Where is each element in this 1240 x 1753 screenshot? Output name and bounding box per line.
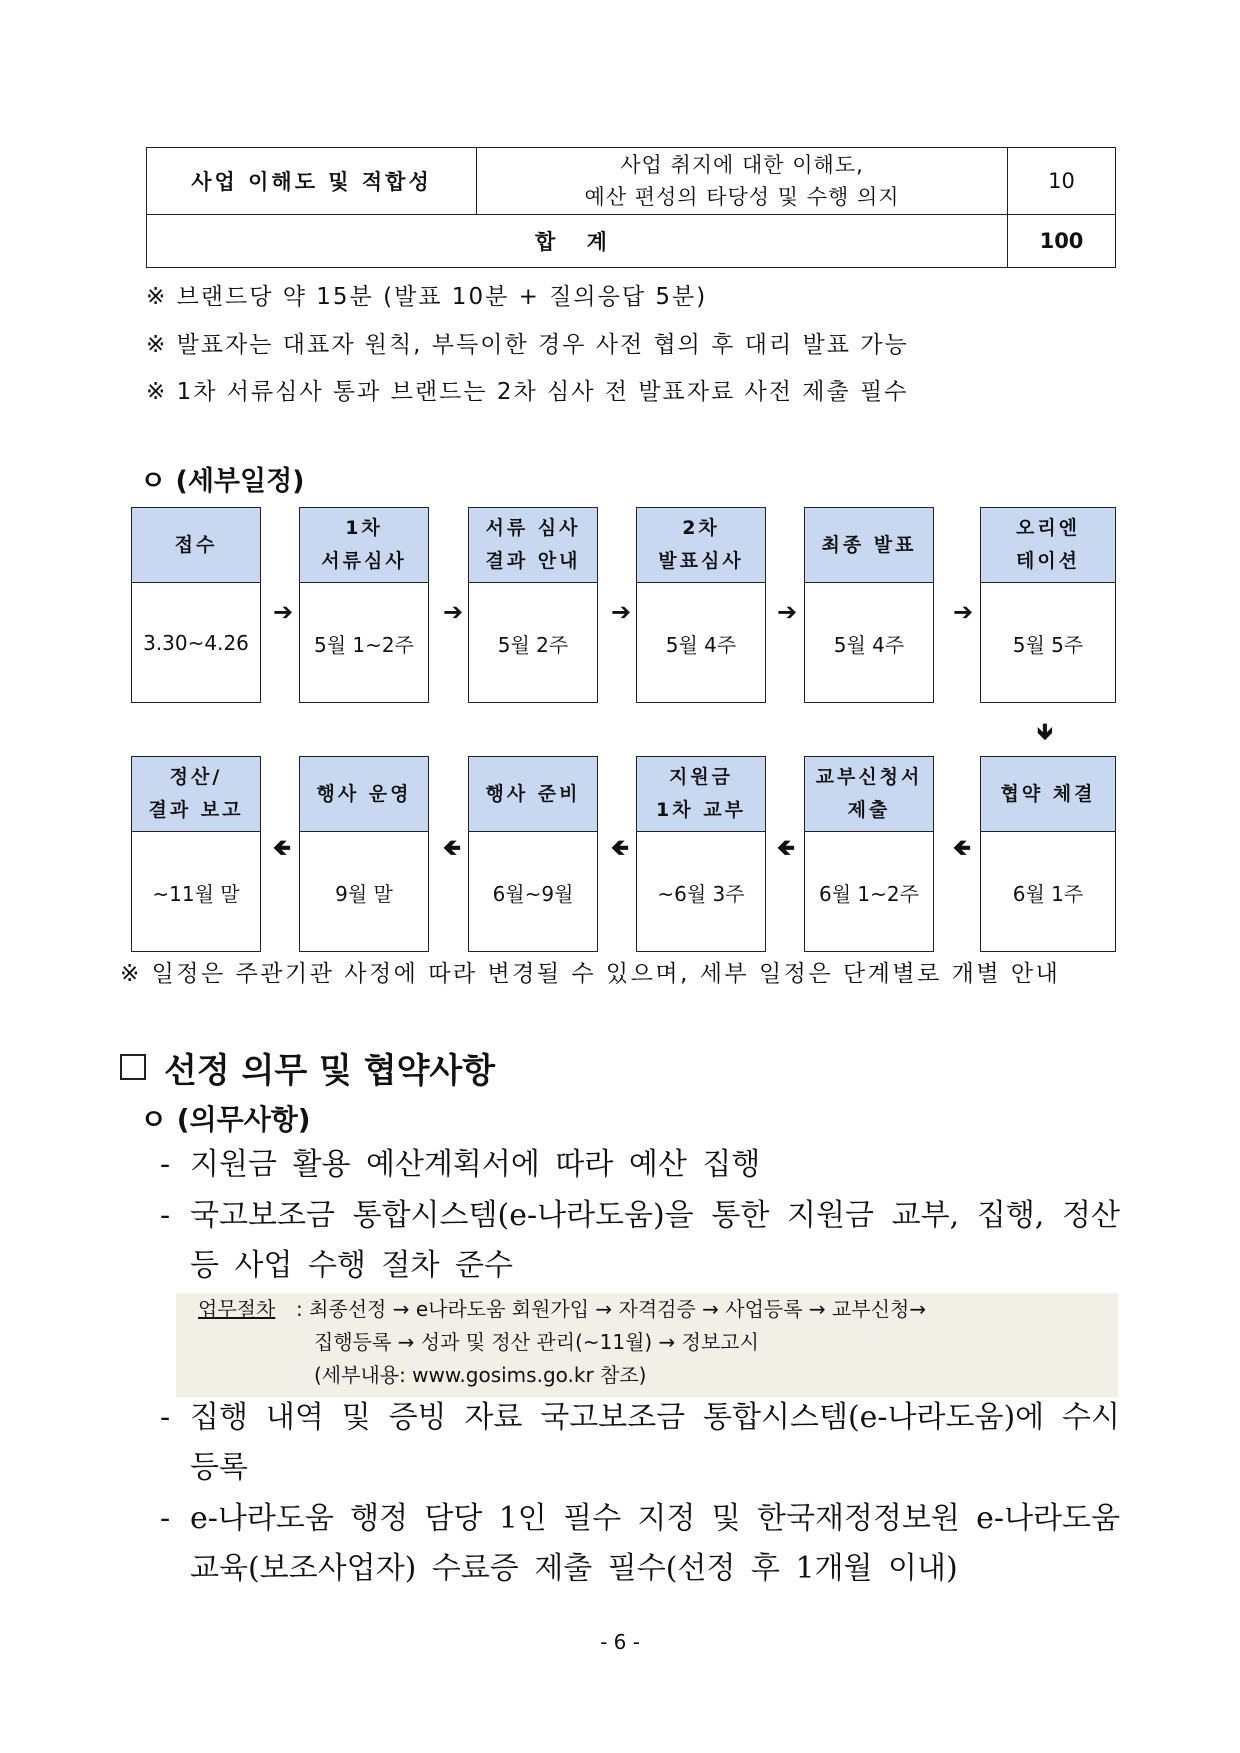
- step-title: [469, 757, 597, 832]
- score-table: [146, 147, 1116, 268]
- bullet-dash: -: [160, 1400, 171, 1435]
- step-title-line: 테이션: [1015, 550, 1081, 572]
- step-title: [132, 508, 260, 583]
- step-date: 5월 4주: [665, 632, 737, 657]
- arrow-right-icon: ➔: [953, 598, 974, 626]
- bullet-dash: -: [160, 1147, 171, 1182]
- step-title: [469, 508, 597, 583]
- list-item-text: 집행 내역 및 증빙 자료 국고보조금 통합시스템(e-나라도움)에 수시 등록: [190, 1400, 1120, 1485]
- step-title: [981, 757, 1115, 832]
- schedule-step-presentation-review: [636, 507, 766, 703]
- step-date: ~11월 말: [152, 881, 240, 906]
- procedure-line: : 최종선정 → e나라도움 회원가입 → 자격검증 → 사업등록 → 교부신청→: [296, 1297, 927, 1321]
- page-number: - 6 -: [600, 1630, 640, 1654]
- step-date: 6월~9월: [492, 881, 574, 906]
- schedule-step-settlement-report: [131, 756, 261, 952]
- score-cell: 10: [1008, 148, 1116, 215]
- arrow-right-icon: ➔: [443, 598, 464, 626]
- table-row: [147, 148, 1116, 215]
- step-title: [805, 757, 933, 832]
- schedule-step-grant-application: [804, 756, 934, 952]
- description-cell: [477, 148, 1008, 215]
- schedule-step-event-preparation: [468, 756, 598, 952]
- step-title-line: 1차: [345, 517, 383, 539]
- step-title-line: 접수: [174, 533, 218, 556]
- bullet-dash: -: [160, 1501, 171, 1536]
- description-line: 사업 취지에 대한 이해도,: [620, 153, 864, 177]
- step-date: 9월 말: [335, 881, 393, 906]
- procedure-line: 집행등록 → 성과 및 정산 관리(~11월) → 정보고시: [314, 1330, 759, 1354]
- schedule-step-final-announcement: [804, 507, 934, 703]
- step-title: [132, 757, 260, 832]
- list-item-text: 지원금 활용 예산계획서에 따라 예산 집행: [190, 1147, 761, 1182]
- criterion-cell: 사업 이해도 및 적합성: [147, 148, 477, 215]
- section-title: [120, 1043, 495, 1092]
- description-line: 예산 편성의 타당성 및 수행 의지: [584, 185, 900, 209]
- step-title-line: 정산/: [169, 766, 223, 788]
- arrow-right-icon: ➔: [611, 598, 632, 626]
- schedule-step-event-operation: [299, 756, 429, 952]
- schedule-heading: ㅇ (세부일정): [140, 466, 305, 497]
- arrow-left-icon: 🡸: [443, 836, 461, 861]
- schedule-step-receipt: [131, 507, 261, 703]
- procedure-label: 업무절차: [198, 1297, 276, 1321]
- schedule-note: ※ 일정은 주관기관 사정에 따라 변경될 수 있으며, 세부 일정은 단계별로 개별 안내: [120, 961, 1061, 987]
- section-title-text: 선정 의무 및 협약사항: [164, 1051, 496, 1091]
- total-row: [147, 215, 1116, 268]
- step-title-line: 1차 교부: [656, 799, 746, 821]
- step-title: [300, 508, 428, 583]
- arrow-left-icon: 🡸: [611, 836, 629, 861]
- arrow-right-icon: ➔: [777, 598, 798, 626]
- procedure-line: (세부내용: www.gosims.go.kr 참조): [314, 1363, 647, 1387]
- step-title-line: 결과 안내: [485, 550, 581, 572]
- bullet-dash: -: [160, 1198, 171, 1233]
- list-item: [160, 1191, 1120, 1291]
- list-item: [160, 1393, 1120, 1493]
- procedure-box: [176, 1293, 1118, 1397]
- note-presenter: ※ 발표자는 대표자 원칙, 부득이한 경우 사전 협의 후 대리 발표 가능: [146, 332, 909, 358]
- arrow-left-icon: 🡸: [273, 836, 291, 861]
- step-title: [981, 508, 1115, 583]
- arrow-down-icon: 🡻: [1037, 720, 1053, 745]
- schedule-step-document-review: [299, 507, 429, 703]
- arrow-right-icon: ➔: [273, 598, 294, 626]
- arrow-left-icon: 🡸: [953, 836, 971, 861]
- step-date: 5월 4주: [833, 632, 905, 657]
- schedule-step-agreement: [980, 756, 1116, 952]
- total-score: 100: [1008, 215, 1116, 268]
- step-title-line: 서류 심사: [485, 517, 581, 539]
- step-date: 5월 5주: [1012, 632, 1084, 657]
- step-title-line: 제출: [847, 799, 891, 821]
- step-title: [805, 508, 933, 583]
- list-item-text: 국고보조금 통합시스템(e-나라도움)을 통한 지원금 교부, 집행, 정산 등 사업 수행 절차 준수: [190, 1198, 1120, 1283]
- note-materials: ※ 1차 서류심사 통과 브랜드는 2차 심사 전 발표자료 사전 제출 필수: [146, 379, 909, 405]
- step-title-line: 오리엔: [1015, 517, 1081, 539]
- list-item-text: e-나라도움 행정 담당 1인 필수 지정 및 한국재정정보원 e-나라도움 교육(보조사업자) 수료증 제출 필수(선정 후 1개월 이내): [190, 1501, 1120, 1586]
- step-date: 5월 1~2주: [314, 632, 414, 657]
- note-time: ※ 브랜드당 약 15분 (발표 10분 + 질의응답 5분): [146, 284, 708, 310]
- step-title-line: 협약 체결: [1000, 782, 1096, 805]
- step-date: 6월 1주: [1012, 881, 1084, 906]
- step-title-line: 교부신청서: [815, 766, 923, 788]
- schedule-step-orientation: [980, 507, 1116, 703]
- list-item: [160, 1494, 1120, 1594]
- obligations-heading: ㅇ (의무사항): [140, 1103, 311, 1136]
- step-title: [637, 508, 765, 583]
- step-date: 5월 2주: [497, 632, 569, 657]
- step-title-line: 발표심사: [658, 550, 744, 572]
- list-item: [160, 1140, 1120, 1190]
- step-title-line: 최종 발표: [821, 533, 917, 556]
- arrow-left-icon: 🡸: [777, 836, 795, 861]
- step-title-line: 2차: [682, 517, 720, 539]
- step-date: 3.30~4.26: [143, 631, 249, 655]
- step-date: ~6월 3주: [657, 881, 745, 906]
- total-label: 합 계: [147, 215, 1008, 268]
- step-title-line: 행사 운영: [316, 782, 412, 805]
- step-title-line: 지원금: [668, 766, 734, 788]
- schedule-step-review-result: [468, 507, 598, 703]
- schedule-step-first-grant: [636, 756, 766, 952]
- step-date: 6월 1~2주: [819, 881, 919, 906]
- checkbox-square-icon: [120, 1054, 146, 1080]
- step-title: [637, 757, 765, 832]
- step-title: [300, 757, 428, 832]
- step-title-line: 결과 보고: [148, 799, 244, 821]
- step-title-line: 행사 준비: [485, 782, 581, 805]
- step-title-line: 서류심사: [321, 550, 407, 572]
